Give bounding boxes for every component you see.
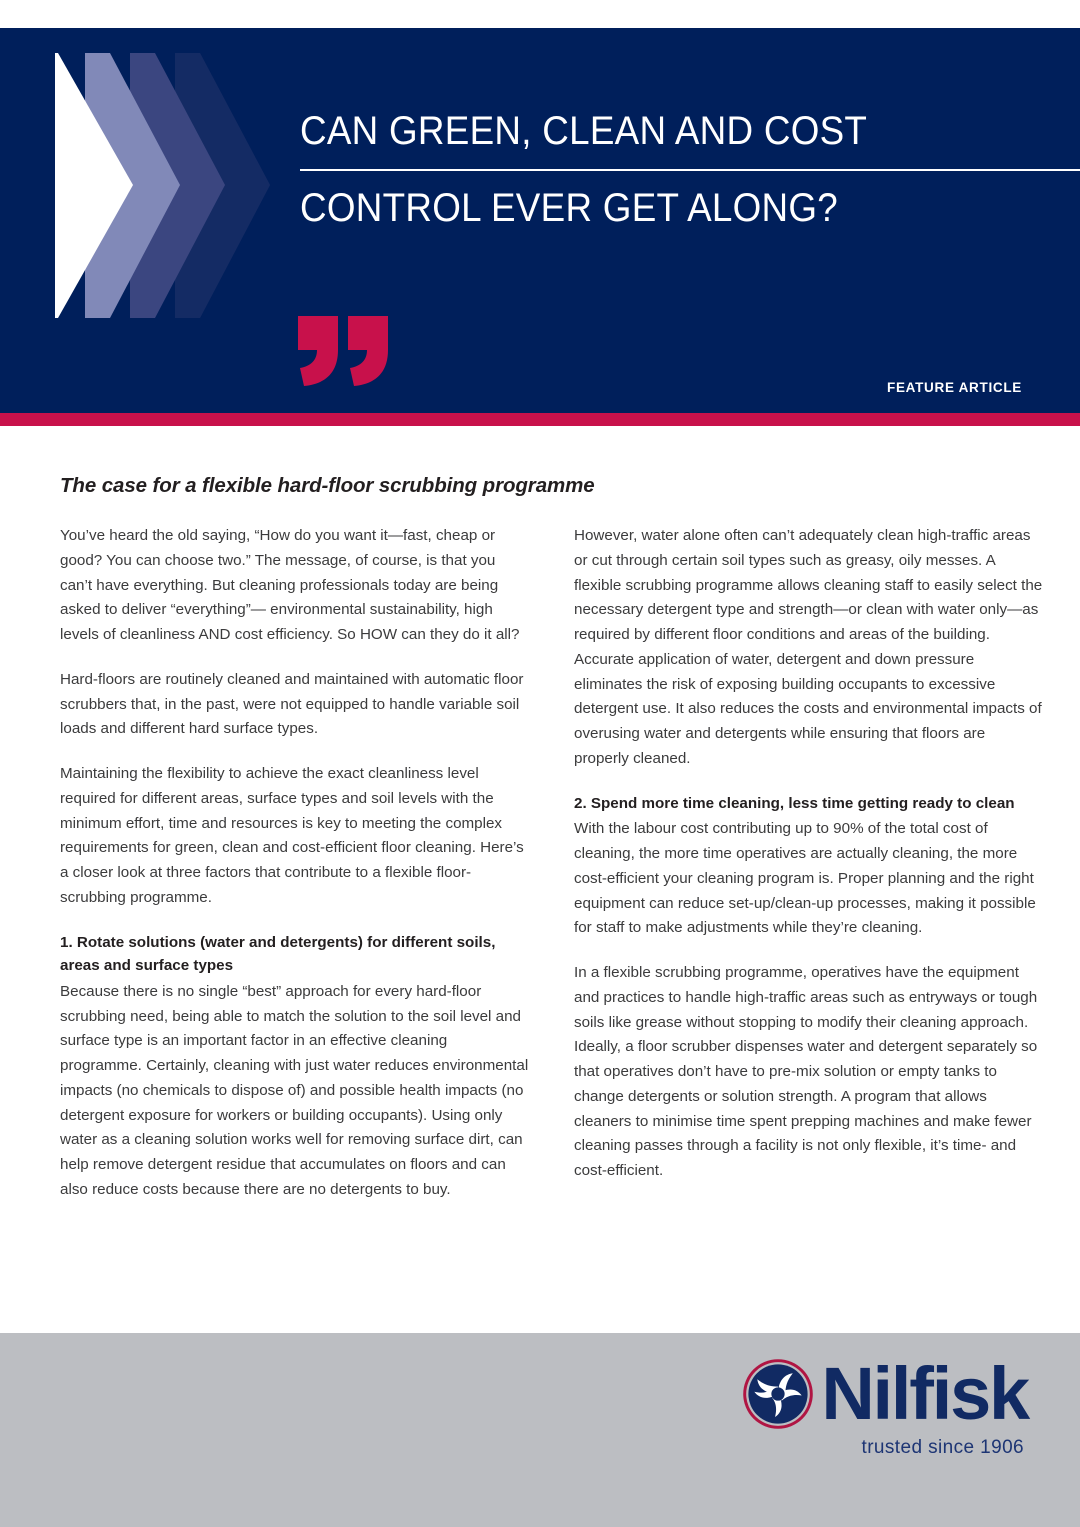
article-subheading: The case for a flexible hard-floor scrubbing programme [60,474,595,497]
article-column-left [60,524,530,1223]
body-paragraph: Maintaining the flexibility to achieve the exact cleanliness level required for different areas, surface types and soil levels with the minimum effort, time and resources is key to meeting the complex requirements for green, clean and cost-efficient floor cleaning. Here’s a closer look at three factors that contribute to a flexible floor-scrubbing programme. [60,765,524,906]
logo-row [741,1351,1028,1435]
chevron-arrows-graphic [55,53,270,318]
header-title-block [300,108,1080,232]
nilfisk-wordmark: Nilfisk [821,1351,1028,1435]
feature-article-label: FEATURE ARTICLE [887,380,1022,395]
nilfisk-logo [741,1351,1028,1459]
body-paragraph: In a flexible scrubbing programme, operatives have the equipment and practices to handle high-traffic areas such as entryways or tough soils like grease without stopping to modify their cleaning approach. Ideally, a floor scrubber dispenses water and detergent separately so that operatives don’t have to pre-mix solution or empty tanks to change detergents or solution strength. A program that allows cleaners to minimise time spent prepping machines and make fewer cleaning passes through a facility is not only flexible, it’s time- and cost-efficient. [574,964,1038,1180]
body-paragraph: You’ve heard the old saying, “How do you want it—fast, cheap or good? You can choose two.” The message, of course, is that you can’t have everything. But cleaning professionals today are being asked to deliver “everything”— environmental sustainability, high levels of cleanliness AND cost efficiency. So HOW can they do it all? [60,527,520,644]
title-divider-rule [300,169,1080,171]
article-column-right [574,524,1044,1204]
page-title-line-2: CONTROL EVER GET ALONG? [300,185,839,230]
page-top-margin [0,0,1080,28]
body-paragraph: Because there is no single “best” approach for every hard-floor scrubbing need, being able to match the solution to the soil level and surface type is an important factor in an effective cleaning programme. Certainly, cleaning with just water reduces environmental impacts (no chemicals to dispose of) and possible health impacts (no detergent exposure for workers or building occupants). Using only water as a cleaning solution works well for removing surface dirt, can help remove detergent residue that accumulates on floors and can also reduce costs because there are no detergents to buy. [60,982,529,1198]
article-body [0,426,1080,1333]
page-footer [0,1333,1080,1527]
page-title-line-1: CAN GREEN, CLEAN AND COST [300,109,868,153]
nilfisk-swirl-icon [741,1357,815,1431]
two-column-layout [60,524,1043,1223]
body-paragraph: With the labour cost contributing up to 90% of the total cost of cleaning, the more time operatives are actually cleaning, the more cost-efficient your cleaning program is. Proper planning and the right equipment can reduce set-up/clean-up processes, making it possible for staff to make adjustments while they’re cleaning. [574,820,1036,937]
accent-divider-bar [0,413,1080,426]
closing-quote-icon [298,316,398,386]
body-paragraph: However, water alone often can’t adequately clean high-traffic areas or cut through certain soil types such as greasy, oily messes. A flexible scrubbing programme allows cleaning staff to easily select the necessary detergent type and strength—or clean with water only—as required by different floor conditions and areas of the building. Accurate application of water, detergent and down pressure eliminates the risk of exposing building occupants to excessive detergent use. It also reduces the costs and environmental impacts of overusing water and detergents while ensuring that floors are properly cleaned. [574,527,1043,767]
document-header [0,28,1080,413]
nilfisk-tagline: trusted since 1906 [861,1437,1024,1458]
section-heading: 2. Spend more time cleaning, less time getting ready to clean [574,794,1015,812]
section-heading: 1. Rotate solutions (water and detergents) for different soils, areas and surface types [60,933,496,975]
body-paragraph: Hard-floors are routinely cleaned and maintained with automatic floor scrubbers that, in the past, were not equipped to handle variable soil loads and different hard surface types. [60,670,524,738]
